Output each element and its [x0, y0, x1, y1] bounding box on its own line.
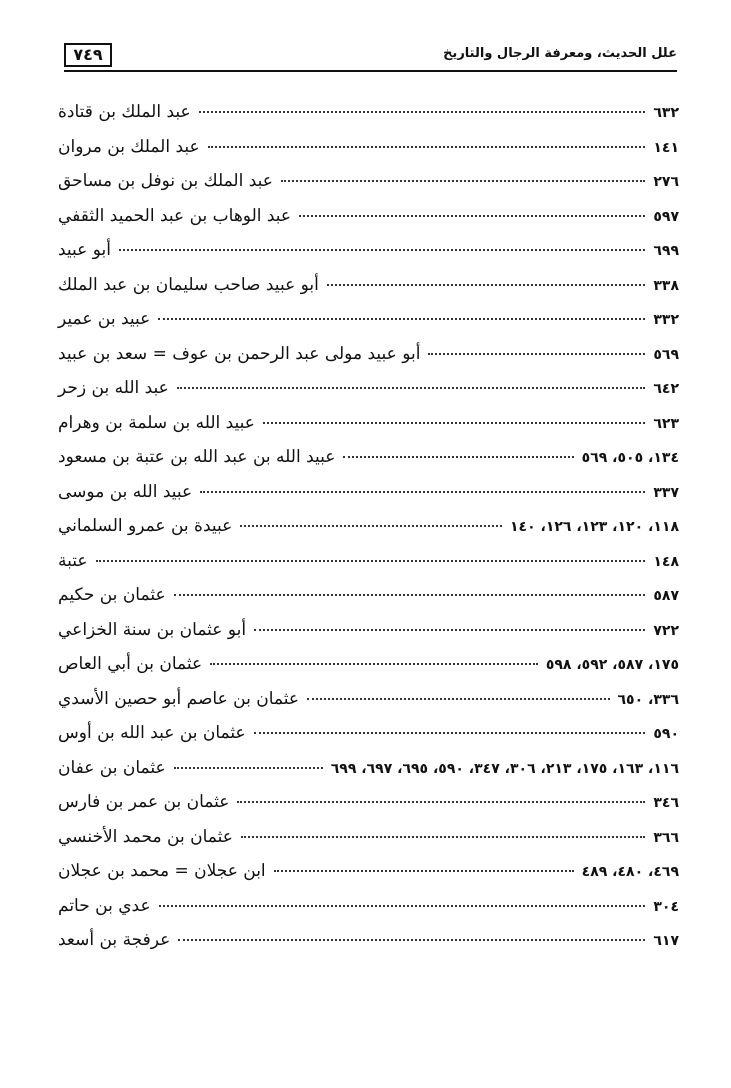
entry-pages: ٣٣٧ [653, 484, 679, 501]
page-header [64, 43, 677, 71]
index-entry [58, 378, 679, 413]
index-entry [58, 758, 679, 793]
dot-leader [307, 698, 610, 700]
entry-name: عثمان بن أبي العاص [58, 654, 203, 674]
entry-name: عبد الملك بن قتادة [58, 102, 191, 122]
index-entry [58, 585, 679, 620]
page-number: ٧٤٩ [64, 43, 112, 67]
entry-pages: ٥٨٧ [653, 588, 679, 604]
dot-leader [174, 594, 646, 596]
index-entry [58, 137, 679, 172]
entry-pages: ٦١٧ [653, 933, 679, 949]
running-title: علل الحديث، ومعرفة الرجال والتاريخ [443, 46, 677, 61]
entry-pages: ٦٢٣ [653, 415, 679, 432]
index-list [58, 102, 679, 965]
index-entry [58, 827, 679, 862]
entry-pages: ١٧٥، ٥٨٧، ٥٩٢، ٥٩٨ [545, 657, 679, 673]
dot-leader [200, 491, 645, 493]
entry-pages: ١٣٤، ٥٠٥، ٥٦٩ [581, 450, 679, 466]
entry-name: عبد الوهاب بن عبد الحميد الثقفي [58, 205, 292, 226]
entry-pages: ٣٣٢ [653, 312, 679, 328]
entry-pages: ٤٦٩، ٤٨٠، ٤٨٩ [581, 864, 679, 880]
index-entry [58, 689, 679, 724]
index-entry [58, 654, 679, 689]
entry-name: عبيد الله بن موسى [58, 481, 193, 502]
dot-leader [274, 870, 574, 872]
entry-name: عثمان بن عفان [58, 757, 166, 778]
entry-name: عثمان بن عمر بن فارس [58, 792, 230, 812]
dot-leader [159, 905, 646, 907]
entry-name: عبد الملك بن نوفل بن مساحق [58, 171, 273, 191]
dot-leader [254, 629, 645, 631]
index-entry [58, 171, 679, 206]
index-entry [58, 102, 679, 137]
index-entry [58, 240, 679, 275]
dot-leader [199, 111, 646, 113]
dot-leader [96, 560, 646, 562]
dot-leader [428, 353, 645, 355]
entry-pages: ٣٣٨ [653, 277, 679, 294]
dot-leader [299, 215, 645, 217]
index-entry [58, 275, 679, 310]
index-entry [58, 930, 679, 965]
entry-name: عبيد بن عمير [58, 309, 151, 329]
index-entry [58, 516, 679, 551]
entry-pages: ١١٦، ١٦٣، ١٧٥، ٢١٣، ٣٠٦، ٣٤٧، ٥٩٠، ٦٩٥، ٦٩٧، ٦٩٩ [330, 760, 679, 777]
dot-leader [343, 456, 573, 458]
entry-pages: ١١٨، ١٢٠، ١٢٣، ١٢٦، ١٤٠ [509, 519, 679, 535]
index-entry [58, 344, 679, 379]
index-entry [58, 896, 679, 931]
dot-leader [327, 284, 646, 286]
index-entry [58, 482, 679, 517]
entry-name: عثمان بن محمد الأخنسي [58, 826, 233, 847]
entry-name: أبو عبيد صاحب سليمان بن عبد الملك [58, 274, 319, 295]
entry-pages: ٥٦٩ [653, 346, 679, 363]
dot-leader [178, 939, 645, 941]
entry-pages: ٧٢٢ [653, 622, 679, 639]
entry-name: عدي بن حاتم [58, 895, 151, 916]
entry-name: عرفجة بن أسعد [58, 930, 171, 950]
entry-name: عبد الملك بن مروان [58, 136, 200, 157]
dot-leader [281, 180, 645, 182]
entry-pages: ٥٩٠ [653, 726, 679, 742]
entry-name: عتبة [58, 550, 88, 571]
index-entry [58, 551, 679, 586]
entry-name: عبيد الله بن عبد الله بن عتبة بن مسعود [58, 447, 336, 467]
entry-pages: ١٤١ [653, 139, 679, 156]
entry-pages: ٣٤٦ [653, 795, 679, 811]
dot-leader [241, 836, 645, 838]
dot-leader [119, 249, 645, 251]
index-entry [58, 447, 679, 482]
dot-leader [158, 318, 645, 320]
dot-leader [208, 146, 646, 148]
index-entry [58, 620, 679, 655]
dot-leader [237, 801, 645, 803]
index-entry [58, 309, 679, 344]
header-rule [64, 70, 677, 72]
dot-leader [240, 525, 502, 527]
entry-pages: ٣٠٤ [653, 898, 679, 915]
index-entry [58, 413, 679, 448]
entry-pages: ٥٩٧ [653, 208, 679, 225]
index-entry [58, 723, 679, 758]
entry-name: أبو عبيد مولى عبد الرحمن بن عوف = سعد بن عبيد [58, 343, 421, 364]
dot-leader [177, 387, 646, 389]
dot-leader [174, 767, 323, 769]
entry-pages: ٣٦٦ [653, 829, 679, 846]
entry-name: عبيدة بن عمرو السلماني [58, 516, 233, 536]
entry-pages: ٦٤٢ [653, 381, 679, 397]
dot-leader [210, 663, 538, 665]
entry-pages: ٦٣٢ [653, 105, 679, 121]
entry-name: عثمان بن عبد الله بن أوس [58, 723, 246, 743]
entry-name: عبد الله بن زحر [58, 378, 169, 398]
index-entry [58, 792, 679, 827]
entry-pages: ٢٧٦ [653, 174, 679, 190]
entry-name: عثمان بن حكيم [58, 585, 166, 605]
index-entry [58, 206, 679, 241]
entry-name: عبيد الله بن سلمة بن وهرام [58, 412, 255, 433]
index-entry [58, 861, 679, 896]
entry-name: عثمان بن عاصم أبو حصين الأسدي [58, 688, 299, 709]
entry-name: أبو عثمان بن سنة الخزاعي [58, 619, 247, 640]
entry-name: أبو عبيد [58, 240, 111, 260]
entry-pages: ٣٣٦، ٦٥٠ [617, 691, 679, 708]
entry-pages: ٦٩٩ [653, 243, 679, 259]
entry-name: ابن عجلان = محمد بن عجلان [58, 861, 266, 881]
dot-leader [263, 422, 645, 424]
dot-leader [254, 732, 646, 734]
entry-pages: ١٤٨ [653, 553, 679, 570]
